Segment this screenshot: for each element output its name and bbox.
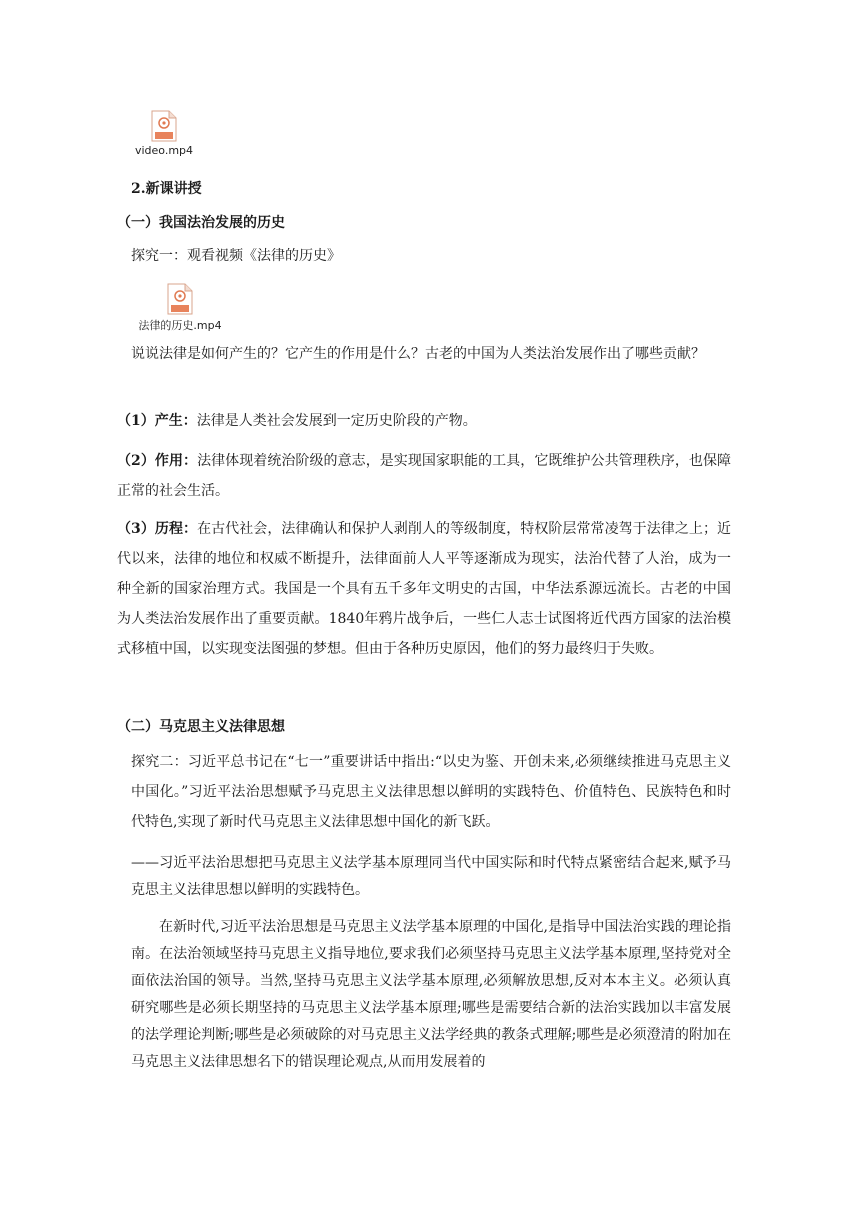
item-function (117, 446, 731, 506)
item-text: 法律体现着统治阶级的意志，是实现国家职能的工具，它既维护公共管理秩序，也保障正常的社会生活。 (117, 453, 731, 499)
part2-heading: （二）马克思主义法律思想 (117, 719, 285, 735)
section-title: 2.新课讲授 (131, 181, 202, 197)
attachment-video[interactable] (134, 110, 194, 157)
item-label: （1）产生： (117, 413, 197, 429)
attachment-name: video.mp4 (134, 144, 194, 157)
question-paragraph: 说说法律是如何产生的？它产生的作用是什么？古老的中国为人类法治发展作出了哪些贡献？ (131, 346, 705, 362)
item-label: （2）作用： (117, 453, 198, 469)
item-text: 法律是人类社会发展到一定历史阶段的产物。 (196, 413, 477, 429)
mp4-file-icon (167, 283, 193, 315)
item-origin (117, 406, 731, 436)
dash-quote: ——习近平法治思想把马克思主义法学基本原理同当代中国实际和时代特点紧密结合起来,赋予马克思主义法律思想以鲜明的实践特色。 (131, 855, 731, 898)
explore-one: 探究一：观看视频《法律的历史》 (131, 248, 341, 264)
item-label: （3）历程： (117, 521, 198, 537)
body-paragraph: 在新时代,习近平法治思想是马克思主义法学基本原理的中国化,是指导中国法治实践的理论指南。在法治领域坚持马克思主义指导地位,要求我们必须坚持马克思主义法学基本原理,坚持党对全面依法治国的领导。当然,坚持马克思主义法学基本原理,必须解放思想,反对本本主义。必须认真研究哪些是必须长期坚持的马克思主义法学基本原理;哪些是需要结合新的法治实践加以丰富发展的法学理论判断;哪些是必须破除的对马克思主义法学经典的教条式理解;哪些是必须澄清的附加在马克思主义法律思想名下的错误理论观点,从而用发展着的 (131, 919, 731, 1070)
part1-heading: （一）我国法治发展的历史 (117, 215, 285, 231)
explore-two: 探究二：习近平总书记在“七一”重要讲话中指出:“以史为鉴、开创未来,必须继续推进马克思主义中国化。”习近平法治思想赋予马克思主义法律思想以鲜明的实践特色、价值特色、民族特色和时代特色,实现了新时代马克思主义法律思想中国化的新飞跃。 (131, 754, 731, 830)
item-text: 在古代社会，法律确认和保护人剥削人的等级制度，特权阶层常常凌驾于法律之上；近代以来，法律的地位和权威不断提升，法律面前人人平等逐渐成为现实，法治代替了人治，成为一种全新的国家治理方式。我国是一个具有五千多年文明史的古国，中华法系源远流长。古老的中国为人类法治发展作出了重要贡献。1840年鸦片战争后，一些仁人志士试图将近代西方国家的法治模式移植中国，以实现变法图强的梦想。但由于各种历史原因，他们的努力最终归于失败。 (117, 521, 731, 657)
attachment-name: 法律的历史.mp4 (138, 319, 222, 332)
item-history (117, 514, 731, 664)
attachment-law-history[interactable] (135, 283, 225, 333)
mp4-file-icon (151, 110, 177, 142)
